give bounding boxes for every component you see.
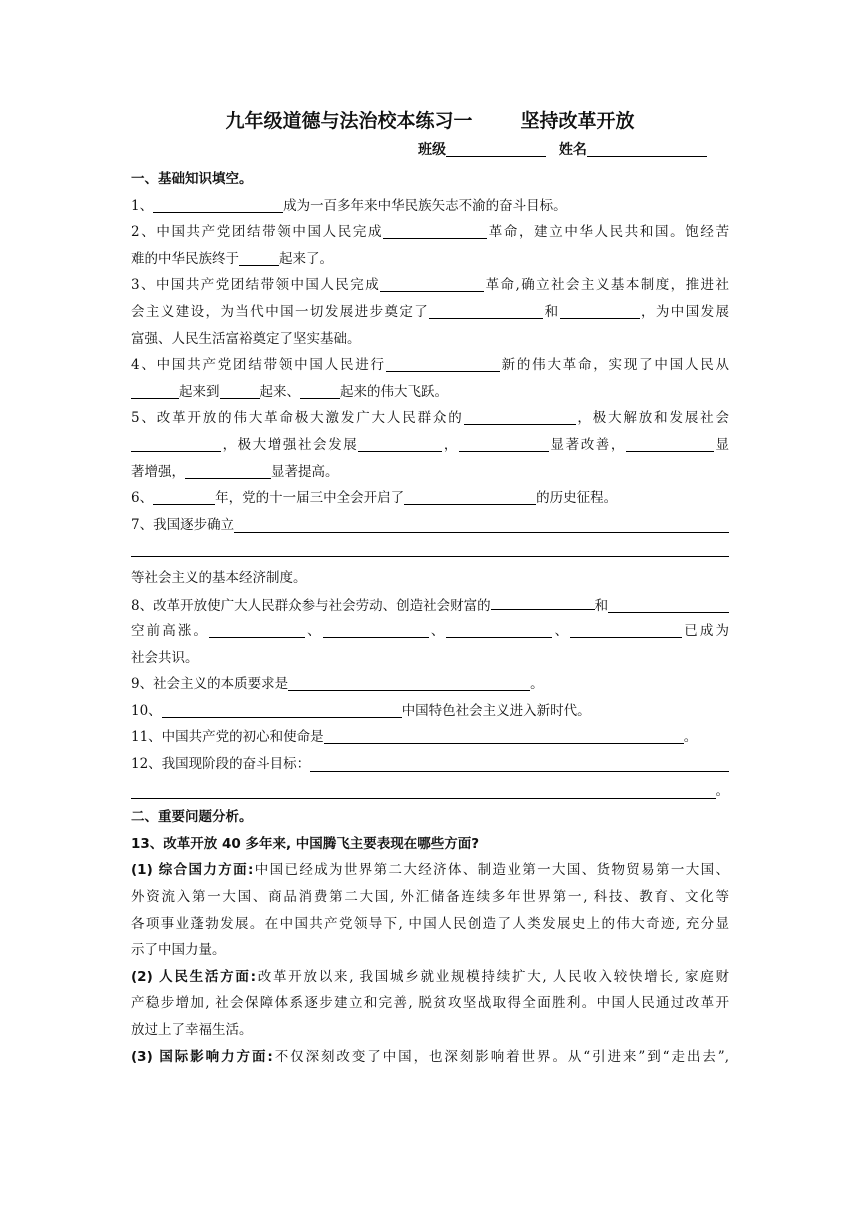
blank[interactable] xyxy=(358,434,442,452)
blank[interactable] xyxy=(239,248,279,266)
section-1-heading: 一、基础知识填空。 xyxy=(131,171,253,187)
question-2-line-1: 2、中国共产党团结带领中国人民完成 革命，建立中华人民共和国。饱经苦 xyxy=(131,219,729,246)
blank[interactable] xyxy=(560,301,640,319)
worksheet-title xyxy=(0,106,860,133)
question-3-line-3: 富强、人民生活富裕奠定了坚实基础。 xyxy=(131,330,361,347)
blank[interactable] xyxy=(570,620,682,638)
class-label: 班级 xyxy=(418,142,446,158)
question-3-line-2: 会主义建设，为当代中国一切发展进步奠定了 和 ，为中国发展 xyxy=(131,299,729,326)
blank[interactable] xyxy=(153,487,215,505)
question-5-line-1: 5、改革开放的伟大革命极大激发广大人民群众的 ，极大解放和发展社会 xyxy=(131,405,729,432)
class-blank[interactable] xyxy=(446,139,546,157)
name-blank[interactable] xyxy=(587,139,707,157)
question-9: 9、社会主义的本质要求是 。 xyxy=(131,671,729,698)
question-3-line-1: 3、中国共产党团结带领中国人民完成 革命,确立社会主义基本制度，推进社 xyxy=(131,272,729,299)
question-7-line-1: 7、我国逐步确立 xyxy=(131,512,729,539)
blank[interactable] xyxy=(185,461,271,479)
question-7-line-3: 等社会主义的基本经济制度。 xyxy=(131,569,307,586)
blank[interactable] xyxy=(153,195,283,213)
question-13: 13、改革开放 40 多年来, 中国腾飞主要表现在哪些方面? xyxy=(131,835,480,852)
answer-1-line-3: 各项事业蓬勃发展。在中国共产党领导下, 中国人民创造了人类发展史上的伟大奇迹, 充分显 xyxy=(131,915,729,932)
blank[interactable] xyxy=(491,592,595,610)
question-4-line-1: 4、中国共产党团结带领中国人民进行 新的伟大革命，实现了中国人民从 xyxy=(131,352,729,379)
blank[interactable] xyxy=(380,274,484,292)
question-5-line-2: ，极大增强社会发展 ， 显著改善， 显 xyxy=(131,432,729,459)
worksheet-content xyxy=(131,166,729,1070)
blank[interactable] xyxy=(386,354,500,372)
blank[interactable] xyxy=(626,434,714,452)
blank[interactable] xyxy=(131,381,179,399)
question-1: 1、 成为一百多年来中华民族矢志不渝的奋斗目标。 xyxy=(131,193,729,220)
answer-2-line-3: 放过上了幸福生活。 xyxy=(131,1022,253,1038)
blank[interactable] xyxy=(288,673,530,691)
question-12-line-1: 12、我国现阶段的奋斗目标： xyxy=(131,751,729,778)
blank[interactable] xyxy=(446,620,552,638)
blank[interactable] xyxy=(429,301,543,319)
question-10: 10、 中国特色社会主义进入新时代。 xyxy=(131,698,729,725)
title-sub: 坚持改革开放 xyxy=(520,110,635,132)
blank[interactable] xyxy=(131,434,221,452)
blank[interactable] xyxy=(310,754,729,772)
blank[interactable] xyxy=(220,381,260,399)
answer-2-line-1: (2) 人民生活方面:改革开放以来, 我国城乡就业规模持续扩大, 人民收入较快增长, 家庭财 xyxy=(131,968,729,985)
answer-2-line-2: 产稳步增加, 社会保障体系逐步建立和完善, 脱贫攻坚战取得全面胜利。中国人民通过改革开 xyxy=(131,995,729,1012)
blank[interactable] xyxy=(162,700,402,718)
question-8-line-1: 8、改革开放使广大人民群众参与社会劳动、创造社会财富的 和 xyxy=(131,592,729,619)
blank[interactable] xyxy=(300,381,340,399)
question-4-line-2: 起来到 起来、 起来的伟大飞跃。 xyxy=(131,379,729,406)
blank[interactable] xyxy=(608,595,729,613)
blank[interactable] xyxy=(459,434,549,452)
question-6: 6、 年，党的十一届三中全会开启了 的历史征程。 xyxy=(131,485,729,512)
blank[interactable] xyxy=(209,620,305,638)
class-name-line xyxy=(418,139,707,159)
answer-3-line-1: (3) 国际影响力方面:不仅深刻改变了中国，也深刻影响着世界。从“引进来”到“走出去”, xyxy=(131,1048,729,1065)
answer-1-line-4: 示了中国力量。 xyxy=(131,942,226,959)
blank[interactable] xyxy=(383,221,487,239)
question-12-line-2: 。 xyxy=(131,778,729,805)
blank[interactable] xyxy=(234,515,729,533)
name-label: 姓名 xyxy=(558,142,587,158)
title-main: 九年级道德与法治校本练习一 xyxy=(225,110,473,132)
blank[interactable] xyxy=(464,407,576,425)
question-8-line-3: 社会共识。 xyxy=(131,649,199,666)
blank[interactable] xyxy=(324,726,684,744)
question-11: 11、中国共产党的初心和使命是 。 xyxy=(131,724,729,751)
answer-1-line-2: 外资流入第一大国、商品消费第二大国, 外汇储备连续多年世界第一, 科技、教育、文化等 xyxy=(131,889,729,906)
blank[interactable] xyxy=(131,781,716,799)
section-2-heading: 二、重要问题分析。 xyxy=(131,809,253,826)
question-7-answer-rule[interactable] xyxy=(131,538,729,565)
blank[interactable] xyxy=(323,620,429,638)
answer-1-line-1: (1) 综合国力方面:中国已经成为世界第二大经济体、制造业第一大国、货物贸易第一大国、 xyxy=(131,862,729,879)
question-8-line-2: 空前高涨。 、 、 、 已成为 xyxy=(131,618,729,645)
question-5-line-3: 著增强， 显著提高。 xyxy=(131,459,729,486)
blank[interactable] xyxy=(404,487,536,505)
question-2-line-2: 难的中华民族终于 起来了。 xyxy=(131,246,729,273)
